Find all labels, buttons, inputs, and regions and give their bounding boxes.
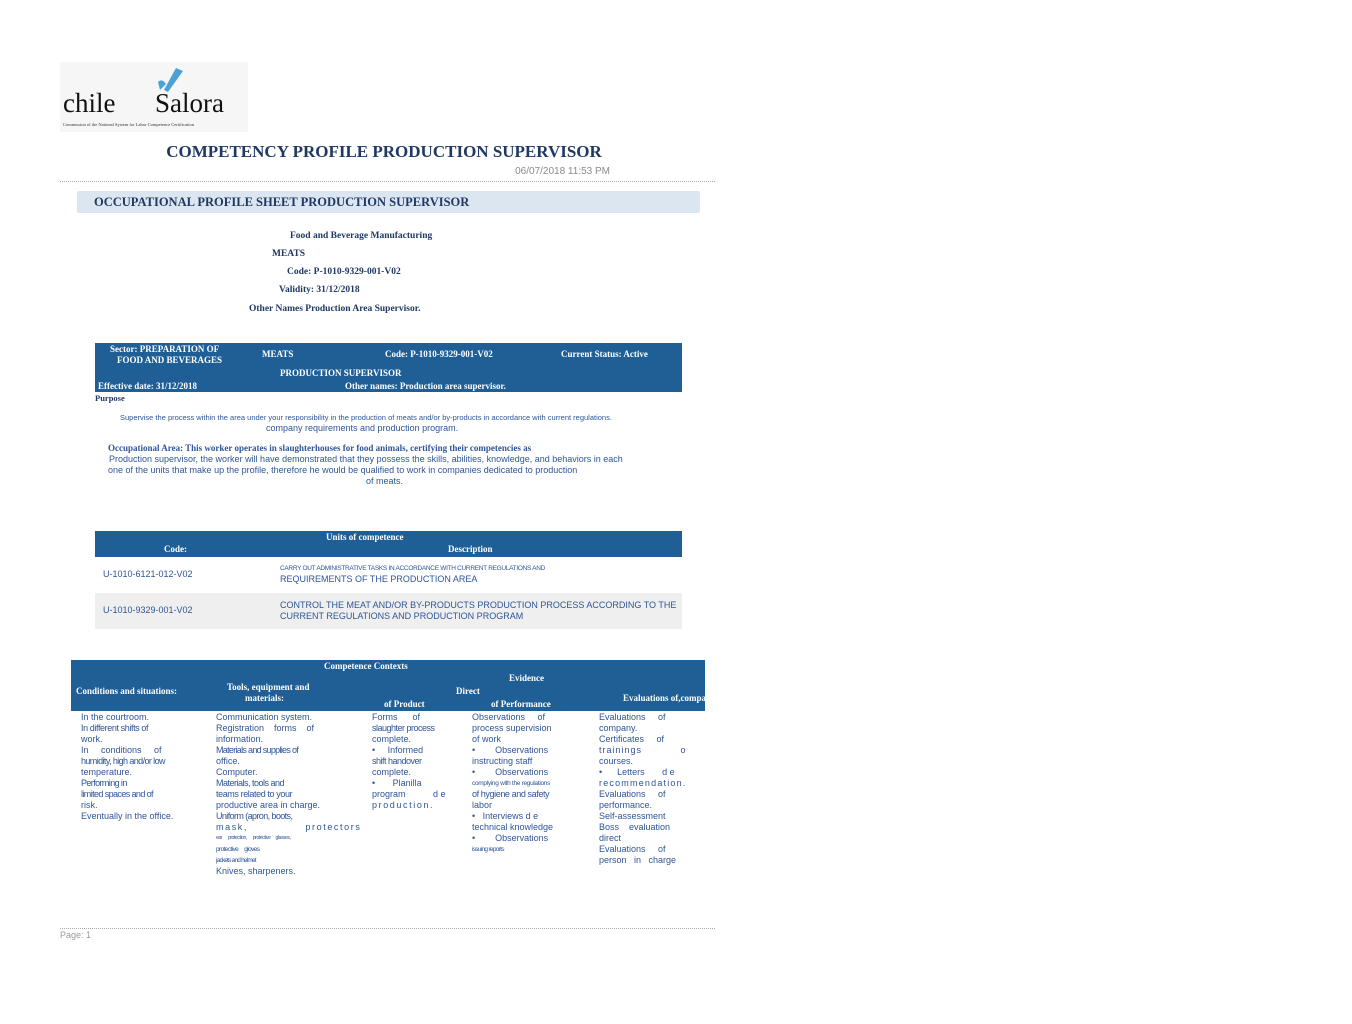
list-item: recommendation. — [599, 778, 687, 788]
info-other-names: Other Names Production Area Supervisor. — [249, 304, 421, 314]
list-item: • Interviews d e — [472, 811, 539, 821]
logo-salora-text: Salora — [155, 88, 224, 118]
purpose-text-line1: Supervise the process within the area under your responsibility in the production of meats and/or by-products in accordance with current regulations. — [120, 413, 612, 422]
profile-sector-line2: FOOD AND BEVERAGES — [117, 355, 223, 365]
list-item: work. — [81, 734, 103, 744]
contexts-title: Competence Contexts — [324, 661, 408, 671]
divider — [60, 181, 715, 182]
list-item: program d e — [372, 789, 446, 799]
profile-code: Code: P-1010-9329-001-V02 — [385, 349, 493, 359]
list-item: direct — [599, 833, 622, 843]
list-item: humidity, high and/or low — [81, 756, 165, 766]
list-item: • Observations — [472, 833, 549, 843]
list-item: Materials and supplies of — [216, 745, 299, 755]
list-item: performance. — [599, 800, 653, 810]
info-code: Code: P-1010-9329-001-V02 — [287, 267, 401, 277]
list-item: Communication system. — [216, 712, 313, 722]
conditions-column — [81, 712, 174, 822]
logo — [60, 62, 248, 132]
list-item: production. — [372, 800, 435, 810]
list-item: Forms of — [372, 712, 421, 722]
page-number: Page: 1 — [60, 930, 92, 940]
list-item: • Informed — [372, 745, 424, 755]
occupational-area-line2: Production supervisor, the worker will have demonstrated that they possess the skills, abilities, knowledge, and behaviors in each — [109, 454, 623, 464]
list-item: • Letters d e — [599, 767, 675, 777]
list-item: Boss evaluation — [599, 822, 671, 832]
info-validity: Validity: 31/12/2018 — [279, 285, 360, 295]
list-item: Knives, sharpeners. — [216, 866, 296, 876]
list-item: • Planilla — [372, 778, 422, 788]
list-item: technical knowledge — [472, 822, 554, 832]
list-item: • Observations — [472, 767, 549, 777]
tools-header-line1: Tools, equipment and — [227, 682, 310, 692]
hints-column — [599, 712, 697, 866]
list-item: person in charge — [599, 855, 677, 865]
list-item: shift handover — [372, 756, 422, 766]
list-item: Computer. — [216, 767, 258, 777]
list-item: complete. — [372, 767, 412, 777]
logo-subtitle: Commission of the National System for Labor Competence Certification — [63, 122, 194, 127]
list-item: of hygiene and safety — [472, 789, 550, 799]
profile-other-names: Other names: Production area supervisor. — [345, 381, 506, 391]
timestamp: 06/07/2018 11:53 PM — [515, 166, 610, 177]
units-table-header — [95, 531, 682, 557]
footer-divider — [60, 928, 715, 929]
list-item: productive area in charge. — [216, 800, 321, 810]
list-item: process supervision — [472, 723, 552, 733]
info-subsector: MEATS — [272, 249, 306, 259]
unit-description-line1: CARRY OUT ADMINISTRATIVE TASKS IN ACCORDANCE WITH CURRENT REGULATIONS AND — [280, 565, 545, 572]
list-item: courses. — [599, 756, 634, 766]
list-item: labor — [472, 800, 493, 810]
list-item: Evaluations of — [599, 712, 666, 722]
list-item: Evaluations of — [599, 844, 666, 854]
list-item: jackets and helmet — [216, 857, 256, 864]
profile-subsector: MEATS — [262, 349, 294, 359]
unit-code: U-1010-6121-012-V02 — [103, 569, 193, 579]
list-item: In the courtroom. — [81, 712, 150, 722]
list-item: information. — [216, 734, 264, 744]
profile-status: Current Status: Active — [561, 349, 648, 359]
list-item: In conditions of — [81, 745, 162, 755]
list-item: Evaluations of — [599, 789, 666, 799]
units-code-header: Code: — [164, 544, 187, 554]
tools-column — [216, 712, 362, 877]
list-item: company. — [599, 723, 638, 733]
occupational-area-line1: Occupational Area: This worker operates in slaughterhouses for food animals, certifying their competencies as — [108, 443, 532, 453]
hints-header: Evaluations of,company.,Certificates of,trainings o,courses.,• Letters d e,recommendation.,Evaluations of,performance.,Self-assessment,Boss evaluation,direct,Evaluations of,person in charge — [623, 693, 1352, 703]
list-item: issuing reports — [472, 846, 504, 853]
profile-effective-date: Effective date: 31/12/2018 — [98, 381, 197, 391]
product-evidence-column — [372, 712, 456, 811]
logo-chile-text: chile — [63, 88, 116, 118]
list-item: Self-assessment — [599, 811, 666, 821]
list-item: Certificates of — [599, 734, 665, 744]
performance-header: of Performance — [491, 699, 551, 709]
units-description-header: Description — [448, 544, 493, 554]
tools-header-line2: materials: — [245, 693, 284, 703]
units-title: Units of competence — [326, 532, 404, 542]
list-item: of work — [472, 734, 502, 744]
list-item: complete. — [372, 734, 412, 744]
contexts-table-header — [71, 660, 1352, 711]
purpose-label: Purpose — [95, 393, 125, 403]
section-header — [77, 191, 700, 213]
page-title: COMPETENCY PROFILE PRODUCTION SUPERVISOR — [166, 142, 602, 161]
list-item: trainings o — [599, 745, 687, 755]
occupational-area-line4: of meats. — [366, 476, 404, 486]
profile-name: PRODUCTION SUPERVISOR — [280, 368, 402, 378]
list-item: complying with the regulations — [472, 780, 551, 787]
list-item: teams related to your — [216, 789, 293, 799]
unit-description-line2: CURRENT REGULATIONS AND PRODUCTION PROGRAM — [280, 611, 524, 621]
list-item: Materials, tools and — [216, 778, 285, 788]
list-item: Performing in — [81, 778, 127, 788]
list-item: limited spaces and of — [81, 789, 153, 799]
list-item: ear protection, protective glasses, — [216, 835, 291, 841]
list-item: • Observations — [472, 745, 549, 755]
unit-code: U-1010-9329-001-V02 — [103, 605, 193, 615]
list-item: protective gloves — [216, 846, 260, 853]
list-item: slaughter process — [372, 723, 435, 733]
list-item: risk. — [81, 800, 98, 810]
unit-description-line1: CONTROL THE MEAT AND/OR BY-PRODUCTS PRODUCTION PROCESS ACCORDING TO THE — [280, 600, 677, 610]
performance-evidence-column — [472, 712, 582, 855]
direct-header: Direct — [456, 686, 480, 696]
list-item: In different shifts of — [81, 723, 149, 733]
occupational-area-line3: one of the units that make up the profile, therefore he would be qualified to work in companies dedicated to production — [108, 465, 578, 475]
product-header: of Product — [384, 699, 425, 709]
profile-summary-bar — [95, 343, 682, 392]
list-item: temperature. — [81, 767, 133, 777]
conditions-header: Conditions and situations: — [76, 686, 178, 696]
info-sector: Food and Beverage Manufacturing — [290, 231, 433, 241]
section-title: OCCUPATIONAL PROFILE SHEET PRODUCTION SUPERVISOR — [94, 195, 470, 209]
unit-description-line2: REQUIREMENTS OF THE PRODUCTION AREA — [280, 574, 478, 584]
list-item: Observations of — [472, 712, 546, 722]
purpose-text-line2: company requirements and production program. — [266, 423, 459, 433]
table-row — [95, 557, 682, 593]
table-row — [95, 593, 682, 629]
list-item: office. — [216, 756, 240, 766]
list-item: Registration forms of — [216, 723, 315, 733]
evidence-header: Evidence — [509, 673, 544, 683]
list-item: Eventually in the office. — [81, 811, 174, 821]
profile-sector-line1: Sector: PREPARATION OF — [110, 344, 220, 354]
list-item: Uniform (apron, boots, — [216, 811, 293, 821]
list-item: mask, protectors — [216, 822, 362, 832]
list-item: instructing staff — [472, 756, 533, 766]
